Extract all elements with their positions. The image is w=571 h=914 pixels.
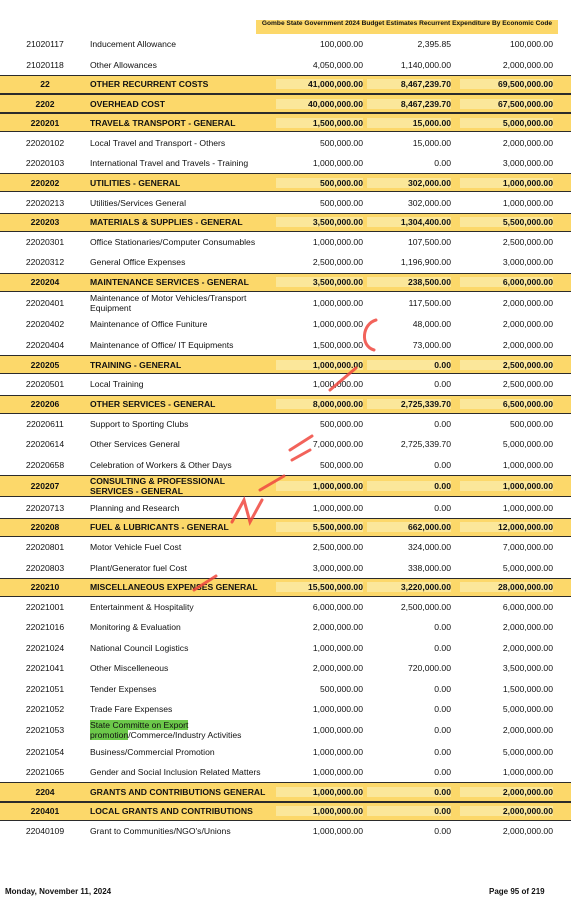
actual-value: 720,000.00 <box>407 663 451 674</box>
approved-budget-value: 3,500,000.00 <box>276 277 363 287</box>
proposed-budget-value: 5,000,000.00 <box>502 562 553 573</box>
table-row <box>0 54 571 74</box>
table-row <box>0 699 571 719</box>
actual-value: 8,467,239.70 <box>367 79 451 89</box>
line-description: National Council Logistics <box>90 642 189 653</box>
actual-value: 0.00 <box>434 767 451 778</box>
approved-budget-value: 7,000,000.00 <box>312 439 363 450</box>
proposed-budget-value: 100,000.00 <box>509 39 553 50</box>
economic-code: 22021065 <box>25 767 65 778</box>
economic-code: 22020401 <box>25 298 65 309</box>
line-description: MAINTENANCE SERVICES - GENERAL <box>90 277 249 288</box>
line-description: Utilities/Services General <box>90 197 186 208</box>
line-description: GRANTS AND CONTRIBUTIONS GENERAL <box>90 787 266 798</box>
proposed-budget-value: 2,000,000.00 <box>502 298 553 309</box>
proposed-budget-value: 2,000,000.00 <box>460 806 553 816</box>
economic-code: 22021052 <box>25 704 65 715</box>
proposed-budget-value: 1,500,000.00 <box>502 683 553 694</box>
line-description: International Travel and Travels - Training <box>90 157 249 168</box>
proposed-budget-value: 2,000,000.00 <box>502 137 553 148</box>
section-row <box>0 802 571 821</box>
line-description: Maintenance of Motor Vehicles/Transport Equipment <box>90 293 247 314</box>
actual-value: 0.00 <box>434 502 451 513</box>
approved-budget-value: 3,000,000.00 <box>312 562 363 573</box>
actual-value: 48,000.00 <box>412 319 451 330</box>
table-row <box>0 434 571 454</box>
table-row <box>0 617 571 637</box>
section-row <box>0 475 571 497</box>
actual-value: 0.00 <box>434 725 451 736</box>
line-description: Entertainment & Hospitality <box>90 602 194 613</box>
table-row <box>0 719 571 741</box>
actual-value: 0.00 <box>367 806 451 816</box>
line-description: Maintenance of Office/ IT Equipments <box>90 339 234 350</box>
actual-value: 3,220,000.00 <box>367 582 451 592</box>
section-row <box>0 782 571 801</box>
line-description <box>90 720 270 740</box>
line-description: Planning and Research <box>90 502 180 513</box>
economic-code: 22021041 <box>25 663 65 674</box>
approved-budget-value: 8,000,000.00 <box>276 399 363 409</box>
proposed-budget-value: 2,500,000.00 <box>502 237 553 248</box>
line-description: LOCAL GRANTS AND CONTRIBUTIONS <box>90 806 253 817</box>
actual-value: 0.00 <box>367 787 451 797</box>
proposed-budget-value: 2,000,000.00 <box>502 622 553 633</box>
economic-code: 22020658 <box>25 459 65 470</box>
line-description: Monitoring & Evaluation <box>90 622 181 633</box>
actual-value: 0.00 <box>434 683 451 694</box>
proposed-budget-value: 28,000,000.00 <box>460 582 553 592</box>
table-row <box>0 497 571 517</box>
actual-value: 324,000.00 <box>407 542 451 553</box>
economic-code: 220210 <box>30 582 60 593</box>
description-rest: /Commerce/Industry Activities <box>128 730 242 741</box>
approved-budget-value: 1,000,000.00 <box>312 825 363 836</box>
economic-code: 22020803 <box>25 562 65 573</box>
proposed-budget-value: 1,000,000.00 <box>502 459 553 470</box>
proposed-budget-value: 3,000,000.00 <box>502 157 553 168</box>
proposed-budget-value: 5,500,000.00 <box>460 217 553 227</box>
proposed-budget-value: 5,000,000.00 <box>502 439 553 450</box>
section-row <box>0 355 571 374</box>
approved-budget-value: 2,000,000.00 <box>312 663 363 674</box>
economic-code: 22021053 <box>25 725 65 736</box>
approved-budget-value: 2,500,000.00 <box>312 257 363 268</box>
line-description: Other Services General <box>90 439 180 450</box>
actual-value: 0.00 <box>434 622 451 633</box>
line-description: Inducement Allowance <box>90 39 176 50</box>
line-description: Grant to Communities/NGO's/Unions <box>90 825 231 836</box>
economic-code: 2202 <box>35 98 55 109</box>
economic-code: 22020213 <box>25 197 65 208</box>
approved-budget-value: 1,000,000.00 <box>312 157 363 168</box>
table-row <box>0 537 571 557</box>
approved-budget-value: 1,500,000.00 <box>276 118 363 128</box>
approved-budget-value: 1,000,000.00 <box>312 502 363 513</box>
proposed-budget-value: 5,000,000.00 <box>460 118 553 128</box>
proposed-budget-value: 1,000,000.00 <box>502 767 553 778</box>
proposed-budget-value: 6,000,000.00 <box>460 277 553 287</box>
economic-code: 22020614 <box>25 439 65 450</box>
line-description: Other Miscelleneous <box>90 663 169 674</box>
actual-value: 117,500.00 <box>408 298 451 309</box>
approved-budget-value: 100,000.00 <box>319 39 363 50</box>
proposed-budget-value: 2,000,000.00 <box>502 642 553 653</box>
economic-code: 22021001 <box>25 602 65 613</box>
table-row <box>0 232 571 252</box>
table-row <box>0 292 571 314</box>
table-row <box>0 153 571 173</box>
actual-value: 0.00 <box>434 642 451 653</box>
actual-value: 0.00 <box>434 746 451 757</box>
economic-code: 22020102 <box>25 137 65 148</box>
line-description: OVERHEAD COST <box>90 98 165 109</box>
economic-code: 220205 <box>30 359 60 370</box>
proposed-budget-value: 2,000,000.00 <box>502 59 553 70</box>
approved-budget-value: 2,000,000.00 <box>312 622 363 633</box>
section-row <box>0 395 571 414</box>
line-description: Celebration of Workers & Other Days <box>90 459 232 470</box>
proposed-budget-value: 69,500,000.00 <box>460 79 553 89</box>
proposed-budget-value: 6,500,000.00 <box>460 399 553 409</box>
actual-value: 15,000.00 <box>367 118 451 128</box>
table-row <box>0 414 571 434</box>
section-row <box>0 213 571 232</box>
approved-budget-value: 1,000,000.00 <box>312 298 363 309</box>
economic-code: 220401 <box>30 806 60 817</box>
economic-code: 220204 <box>30 277 60 288</box>
proposed-budget-value: 12,000,000.00 <box>460 522 553 532</box>
actual-value: 107,500.00 <box>407 237 451 248</box>
proposed-budget-value: 1,000,000.00 <box>502 197 553 208</box>
economic-code: 22020611 <box>26 418 64 429</box>
actual-value: 662,000.00 <box>367 522 451 532</box>
economic-code: 22 <box>40 79 50 90</box>
actual-value: 2,500,000.00 <box>400 602 451 613</box>
economic-code: 22021024 <box>25 642 65 653</box>
economic-code: 22020402 <box>25 319 65 330</box>
economic-code: 22020713 <box>25 502 65 513</box>
actual-value: 302,000.00 <box>407 197 451 208</box>
actual-value: 1,140,000.00 <box>400 59 451 70</box>
line-description: Tender Expenses <box>90 683 157 694</box>
table-row <box>0 252 571 272</box>
table-row <box>0 762 571 782</box>
approved-budget-value: 1,000,000.00 <box>312 642 363 653</box>
line-description: Plant/Generator fuel Cost <box>90 562 187 573</box>
economic-code: 220201 <box>30 117 60 128</box>
actual-value: 73,000.00 <box>412 339 451 350</box>
section-row <box>0 75 571 94</box>
proposed-budget-value: 2,500,000.00 <box>460 360 553 370</box>
actual-value: 15,000.00 <box>412 137 451 148</box>
approved-budget-value: 2,500,000.00 <box>312 542 363 553</box>
approved-budget-value: 1,000,000.00 <box>312 767 363 778</box>
approved-budget-value: 1,000,000.00 <box>312 704 363 715</box>
approved-budget-value: 5,500,000.00 <box>276 522 363 532</box>
actual-value: 2,725,339.70 <box>400 439 451 450</box>
line-description: Trade Fare Expenses <box>90 704 173 715</box>
approved-budget-value: 500,000.00 <box>276 178 363 188</box>
proposed-budget-value: 2,500,000.00 <box>502 379 553 390</box>
economic-code: 22020103 <box>25 157 65 168</box>
proposed-budget-value: 5,000,000.00 <box>502 746 553 757</box>
line-description: MISCELLANEOUS EXPENSES GENERAL <box>90 582 258 593</box>
actual-value: 302,000.00 <box>367 178 451 188</box>
actual-value: 0.00 <box>367 360 451 370</box>
proposed-budget-value: 67,500,000.00 <box>460 99 553 109</box>
line-description: Maintenance of Office Funiture <box>90 319 208 330</box>
table-row <box>0 557 571 577</box>
highlighted-text: State Committe on Export promotion <box>90 720 189 741</box>
line-description: Other Allowances <box>90 59 157 70</box>
economic-code: 22020301 <box>25 237 65 248</box>
economic-code: 22021054 <box>25 746 65 757</box>
proposed-budget-value: 1,000,000.00 <box>460 178 553 188</box>
line-description: Office Stationaries/Computer Consumables <box>90 237 256 248</box>
actual-value: 0.00 <box>434 459 451 470</box>
approved-budget-value: 1,000,000.00 <box>276 787 363 797</box>
economic-code: 220202 <box>30 177 60 188</box>
actual-value: 0.00 <box>434 825 451 836</box>
line-description: Motor Vehicle Fuel Cost <box>90 542 182 553</box>
table-row <box>0 132 571 152</box>
economic-code: 22020501 <box>25 379 65 390</box>
line-description: Support to Sporting Clubs <box>90 418 189 429</box>
line-description: TRAVEL& TRANSPORT - GENERAL <box>90 117 236 128</box>
approved-budget-value: 1,500,000.00 <box>312 339 363 350</box>
line-description: OTHER RECURRENT COSTS <box>90 79 209 90</box>
actual-value: 2,395.85 <box>417 39 451 50</box>
actual-value: 8,467,239.70 <box>367 99 451 109</box>
actual-value: 338,000.00 <box>407 562 451 573</box>
line-description: UTILITIES - GENERAL <box>90 177 181 188</box>
actual-value: 0.00 <box>434 418 451 429</box>
economic-code: 22021016 <box>25 622 65 633</box>
line-description: General Office Expenses <box>90 257 186 268</box>
line-description: Local Travel and Transport - Others <box>90 137 226 148</box>
economic-code: 22021051 <box>25 683 65 694</box>
proposed-budget-value: 1,000,000.00 <box>502 502 553 513</box>
section-row <box>0 578 571 597</box>
line-description: TRAINING - GENERAL <box>90 359 182 370</box>
economic-code: 220208 <box>30 522 60 533</box>
report-title: Gombe State Government 2024 Budget Estimates Recurrent Expenditure By Economic Code <box>256 20 558 34</box>
table-row <box>0 335 571 355</box>
approved-budget-value: 500,000.00 <box>319 418 363 429</box>
economic-code: 21020118 <box>26 59 64 70</box>
proposed-budget-value: 2,000,000.00 <box>502 339 553 350</box>
approved-budget-value: 41,000,000.00 <box>276 79 363 89</box>
table-row <box>0 192 571 212</box>
economic-code: 2204 <box>35 787 55 798</box>
approved-budget-value: 1,000,000.00 <box>276 360 363 370</box>
economic-code: 22020312 <box>25 257 65 268</box>
approved-budget-value: 6,000,000.00 <box>312 602 363 613</box>
actual-value: 2,725,339.70 <box>367 399 451 409</box>
line-description: Gender and Social Inclusion Related Matters <box>90 767 261 778</box>
approved-budget-value: 1,000,000.00 <box>312 379 363 390</box>
section-row <box>0 518 571 537</box>
line-description: MATERIALS & SUPPLIES - GENERAL <box>90 217 243 228</box>
approved-budget-value: 15,500,000.00 <box>276 582 363 592</box>
proposed-budget-value: 7,000,000.00 <box>502 542 553 553</box>
line-description: CONSULTING & PROFESSIONAL SERVICES - GENERAL <box>90 476 225 497</box>
approved-budget-value: 40,000,000.00 <box>276 99 363 109</box>
approved-budget-value: 1,000,000.00 <box>276 481 363 491</box>
footer-date: Monday, November 11, 2024 <box>5 887 112 896</box>
table-row <box>0 597 571 617</box>
table-row <box>0 374 571 394</box>
line-description: OTHER SERVICES - GENERAL <box>90 399 216 410</box>
approved-budget-value: 3,500,000.00 <box>276 217 363 227</box>
economic-code: 21020117 <box>26 39 64 50</box>
table-row <box>0 658 571 678</box>
approved-budget-value: 500,000.00 <box>319 683 363 694</box>
table-row <box>0 34 571 54</box>
approved-budget-value: 500,000.00 <box>319 197 363 208</box>
section-row <box>0 273 571 292</box>
table-row <box>0 455 571 475</box>
proposed-budget-value: 3,000,000.00 <box>502 257 553 268</box>
actual-value: 0.00 <box>434 157 451 168</box>
economic-code: 22040109 <box>25 825 65 836</box>
proposed-budget-value: 5,000,000.00 <box>502 704 553 715</box>
proposed-budget-value: 6,000,000.00 <box>502 602 553 613</box>
section-row <box>0 113 571 132</box>
economic-code: 22020404 <box>25 339 65 350</box>
actual-value: 0.00 <box>434 704 451 715</box>
approved-budget-value: 1,000,000.00 <box>312 746 363 757</box>
economic-code: 220206 <box>30 399 60 410</box>
approved-budget-value: 500,000.00 <box>319 459 363 470</box>
economic-code: 220203 <box>30 217 60 228</box>
approved-budget-value: 1,000,000.00 <box>276 806 363 816</box>
proposed-budget-value: 2,000,000.00 <box>460 787 553 797</box>
actual-value: 1,196,900.00 <box>400 257 451 268</box>
proposed-budget-value: 2,000,000.00 <box>502 319 553 330</box>
economic-code: 22020801 <box>25 542 65 553</box>
table-row <box>0 314 571 334</box>
section-row <box>0 173 571 192</box>
approved-budget-value: 500,000.00 <box>319 137 363 148</box>
approved-budget-value: 1,000,000.00 <box>312 319 363 330</box>
line-description: Business/Commercial Promotion <box>90 746 215 757</box>
approved-budget-value: 1,000,000.00 <box>312 237 363 248</box>
budget-table <box>0 34 571 841</box>
actual-value: 1,304,400.00 <box>367 217 451 227</box>
actual-value: 0.00 <box>367 481 451 491</box>
table-row <box>0 678 571 698</box>
section-row <box>0 94 571 113</box>
line-description: FUEL & LUBRICANTS - GENERAL <box>90 522 229 533</box>
table-row <box>0 742 571 762</box>
approved-budget-value: 4,050,000.00 <box>312 59 363 70</box>
actual-value: 238,500.00 <box>367 277 451 287</box>
proposed-budget-value: 500,000.00 <box>509 418 553 429</box>
approved-budget-value: 1,000,000.00 <box>312 725 363 736</box>
footer-page-number: Page 95 of 219 <box>489 887 545 896</box>
proposed-budget-value: 3,500,000.00 <box>502 663 553 674</box>
table-row <box>0 821 571 841</box>
proposed-budget-value: 2,000,000.00 <box>502 725 553 736</box>
proposed-budget-value: 1,000,000.00 <box>460 481 553 491</box>
table-row <box>0 638 571 658</box>
actual-value: 0.00 <box>434 379 451 390</box>
economic-code: 220207 <box>30 481 60 492</box>
proposed-budget-value: 2,000,000.00 <box>502 825 553 836</box>
line-description: Local Training <box>90 379 144 390</box>
